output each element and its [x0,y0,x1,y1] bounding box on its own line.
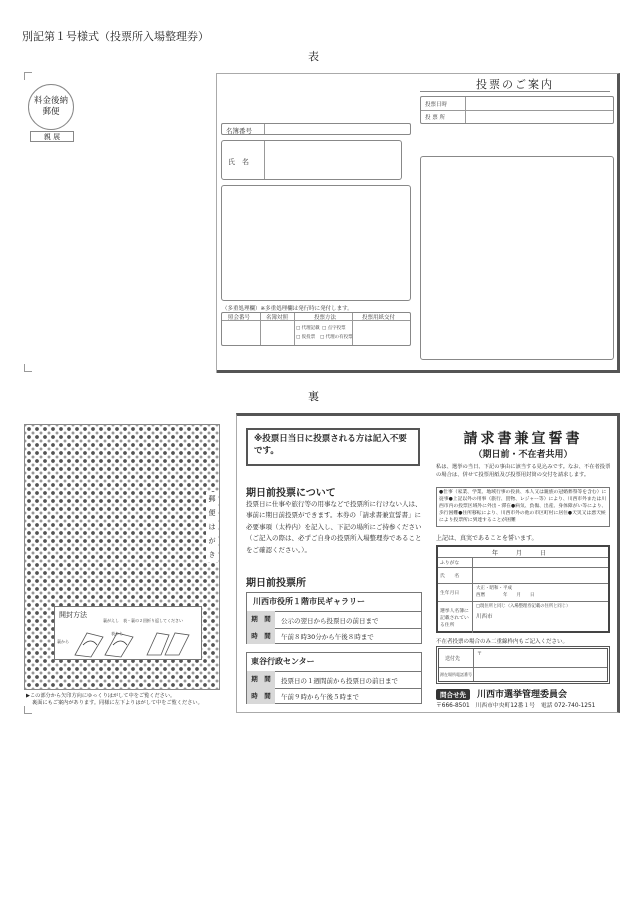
crop-mark [24,364,32,372]
crop-mark [24,72,32,80]
table-header: 照会番号 [228,315,251,321]
oath-era: 大正・昭和・平成 [476,586,512,591]
venue-table-1 [246,592,422,644]
postal-mark: 〒 [477,651,483,657]
absentee-note: 不在者投票の場合のみ二重線枠内もご記入ください。 [436,639,569,645]
notice-box: ※投票日当日に投票される方は記入不要です。 [246,428,420,466]
contact-address: 〒666-8501 川西市中央町12番１号 電話 072-740-1251 [436,703,596,709]
oath-subtitle: （期日前・不在者共用） [473,450,573,460]
venue-value: 午前９時から午後５時まで [281,693,359,701]
address-box [221,185,411,301]
open-method-title: 開封方法 [59,611,87,619]
register-number-label: 名簿番号 [226,127,252,135]
table-header: 投票用紙交付 [362,315,396,321]
crop-mark [24,706,32,714]
venue-label: 期 間 [247,611,275,628]
guide-row-place: 投 票 所 [425,115,445,121]
postage-stamp: 料金後納 郵便 [28,84,74,130]
open-method-box [54,606,202,660]
postcard-vertical-label: 郵 便 は が き [206,492,218,562]
contact-badge: 問合せ先 [436,689,470,700]
vote-method: □ 点字投票 [322,326,346,331]
early-voting-title: 期日前投票について [246,488,336,499]
open-label: 親 展 [30,131,74,142]
oath-row-label: 生年月日 [440,591,460,596]
venue-label: 時 間 [247,628,275,644]
oath-row-label: 選挙人名簿に記載されている住所 [440,609,469,628]
send-to-box [436,646,610,684]
vote-method: □ 代理の有投票 [320,335,353,340]
front-footnote: （多重処理欄）※多重処理欄は発行時に発付します。 [222,306,353,312]
early-voting-body: 投票日に仕事や旅行等の用事などで投票所に行けない人は、事前に期日前投票ができます。本券の「請求書兼宣誓書」に必要事項（太枠内）を記入し、下記の場所にご持参ください（ご記入の際は、必ずご自身の投票所入場整理券であることをご確認ください。）。 [246,500,422,554]
open-method-diagram [61,625,197,659]
guide-row-date: 投票日時 [425,102,448,108]
contact-org: 川西市選挙管理委員会 [477,690,568,700]
oath-address-note: □現住所と同じ（入場整理券記載の住所と同じ） [476,604,571,609]
guide-map-box [420,156,614,360]
send-to-label: 送付先 [445,656,461,662]
guide-title: 投票のご案内 [420,76,610,92]
peel-instruction [26,693,222,707]
venue-label: 時 間 [247,688,275,704]
venue-table-2 [246,652,422,704]
oath-row-label: 氏 名 [440,574,460,579]
oath-entry-table [436,545,610,633]
oath-reasons: ●仕事（家業、学業、地域行事の役員、本人又は親族の冠婚葬祭等を含む）に従事●上記以外の用事（旅行、買物、レジャー等）により、川西市外または川西市内の投票区域外に外出・滞在●病気、負傷、出産、身体障がい等により、歩行困難●住所移転により、川西市外の他の市区町村に居住●天災又は悪天候により投票所に到達することが困難 [436,487,610,527]
oath-city: 川西市 [476,614,493,620]
venue-name: 東谷行政センター [251,657,315,666]
name-label: 氏 名 [228,158,249,166]
venue-value: 午前８時30分から午後８時まで [281,633,374,641]
register-number-box [221,123,411,135]
guide-info-box [420,96,614,124]
oath-title: 請求書兼宣誓書 [463,431,583,447]
card-edge [216,73,217,373]
peel-note: ▶この部分から矢印方向にゆっくりはがして中をご覧ください。 [26,693,176,699]
table-header: 名簿対照 [266,315,289,321]
send-phone-label: 滞在場所電話番号 [440,672,472,677]
oath-intro: 私は、選挙の当日、下記の事由に該当する見込みです。なお、不在者投票の場合は、併せて投票用紙及び投票用封筒の交付を請求します。 [436,464,611,478]
oath-affirm: 上記は、真実であることを誓います。 [436,535,538,542]
front-side-label: 表 [308,50,319,63]
venue-section-title: 期日前投票所 [246,578,306,589]
vote-method: □ 代理記載 [296,326,320,331]
venue-label: 期 間 [247,671,275,688]
peel-label: 裏から [57,639,69,644]
open-method-hint: 裏がえし 表・裏の２回折り返してください [103,618,183,623]
venue-value: 公示の翌日から投票日の前日まで [281,617,379,625]
venue-name: 川西市役所１階市民ギャラリー [253,597,365,606]
oath-date: 年 月 日 [492,550,547,557]
form-title: 別記第１号様式（投票所入場整理券） [22,30,209,43]
table-header: 投票方法 [314,315,337,321]
processing-table [221,312,411,346]
back-side-label: 裏 [308,390,319,403]
oath-row-label: ふりがな [440,561,460,566]
vote-method: □ 仮投票 [296,335,316,340]
name-box [221,140,402,180]
venue-value: 投票日の１週間前から投票日の前日まで [281,677,398,685]
oath-era-date: 西暦 年 月 日 [476,593,535,598]
peel-note: 裏面にもご案内があります。同様に左下よりはがして中をご覧ください。 [32,699,203,706]
peel-label: 表から [111,631,123,636]
